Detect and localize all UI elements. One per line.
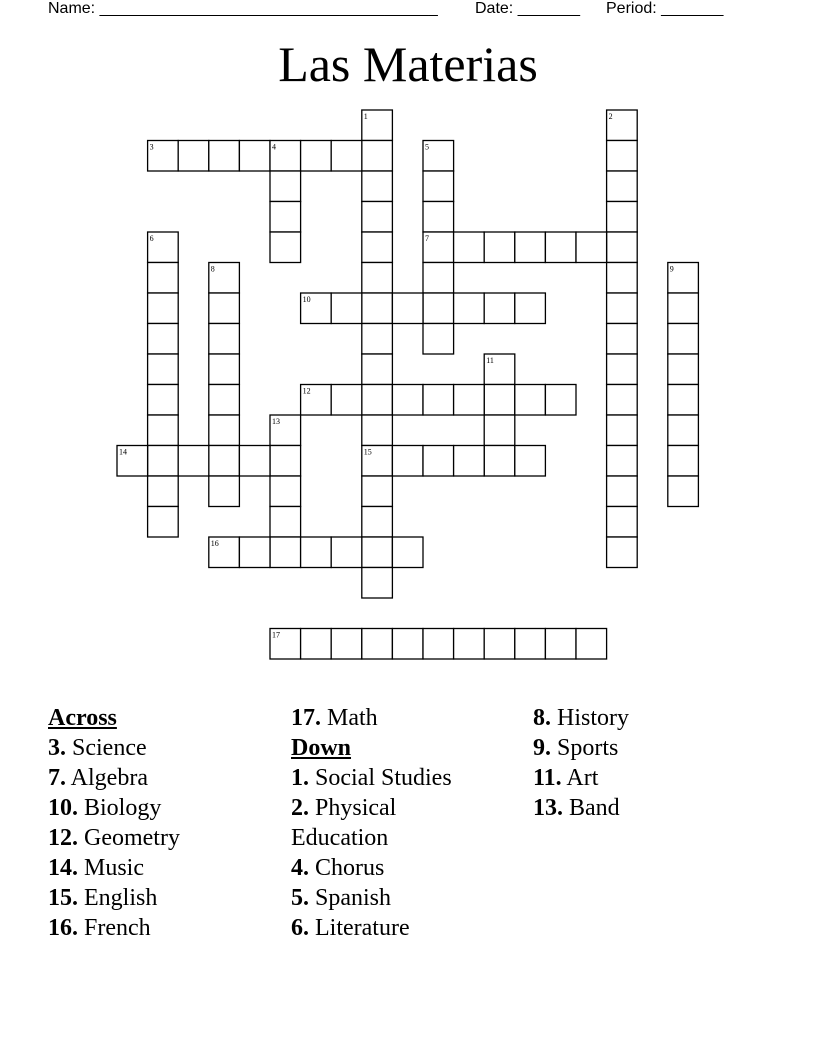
crossword-cell[interactable] xyxy=(576,629,607,660)
crossword-cell[interactable] xyxy=(515,293,546,324)
crossword-cell[interactable] xyxy=(392,446,423,477)
crossword-cell[interactable] xyxy=(668,415,699,446)
crossword-cell[interactable] xyxy=(209,354,240,385)
crossword-cell[interactable] xyxy=(301,141,332,172)
crossword-cell[interactable] xyxy=(331,629,362,660)
crossword-cell[interactable] xyxy=(331,537,362,568)
crossword-cell[interactable] xyxy=(423,446,454,477)
crossword-cell[interactable] xyxy=(270,202,301,233)
crossword-cell[interactable] xyxy=(362,629,393,660)
crossword-cell[interactable] xyxy=(515,629,546,660)
crossword-cell[interactable] xyxy=(148,354,179,385)
clue-item-continuation: Education xyxy=(291,825,389,851)
crossword-cell[interactable] xyxy=(454,385,485,416)
crossword-cell[interactable] xyxy=(607,171,638,202)
crossword-cell[interactable] xyxy=(607,385,638,416)
clue-item: 12. Geometry xyxy=(48,825,180,851)
crossword-cell[interactable] xyxy=(362,171,393,202)
crossword-cell[interactable] xyxy=(607,324,638,355)
crossword-cell[interactable] xyxy=(148,324,179,355)
clue-item: 15. English xyxy=(48,885,158,911)
clue-item: 4. Chorus xyxy=(291,855,385,881)
crossword-cell[interactable] xyxy=(178,141,209,172)
clue-list xyxy=(0,703,816,1003)
crossword-cell[interactable] xyxy=(239,446,270,477)
crossword-cell[interactable] xyxy=(423,293,454,324)
clue-item: 5. Spanish xyxy=(291,885,392,911)
crossword-cell[interactable] xyxy=(515,446,546,477)
cell-number: 15 xyxy=(363,447,372,457)
date-field[interactable]: Date: _______ xyxy=(475,0,580,17)
crossword-cell[interactable] xyxy=(607,202,638,233)
crossword-cell[interactable] xyxy=(607,293,638,324)
crossword-cell[interactable] xyxy=(668,354,699,385)
crossword-cell[interactable] xyxy=(301,537,332,568)
cell-number: 3 xyxy=(149,142,154,152)
crossword-cell[interactable] xyxy=(607,141,638,172)
crossword-cell[interactable] xyxy=(607,415,638,446)
crossword-cell[interactable] xyxy=(484,232,515,263)
name-field[interactable]: Name: ______________________________________ xyxy=(48,0,438,17)
crossword-cell[interactable] xyxy=(423,202,454,233)
crossword-cell[interactable] xyxy=(270,476,301,507)
crossword-cell[interactable] xyxy=(362,324,393,355)
crossword-cell[interactable] xyxy=(484,293,515,324)
crossword-cell[interactable] xyxy=(607,263,638,294)
period-field[interactable]: Period: _______ xyxy=(606,0,724,17)
crossword-cell[interactable] xyxy=(392,293,423,324)
crossword-cell[interactable] xyxy=(362,385,393,416)
crossword-cell[interactable] xyxy=(209,415,240,446)
cell-number: 6 xyxy=(149,234,154,243)
crossword-cell[interactable] xyxy=(270,232,301,263)
crossword-cell[interactable] xyxy=(607,354,638,385)
clue-item: 7. Algebra xyxy=(48,765,148,791)
crossword-cell[interactable] xyxy=(607,537,638,568)
clue-item: 13. Band xyxy=(533,795,620,821)
clue-item: 16. French xyxy=(48,915,151,941)
clue-item: 10. Biology xyxy=(48,795,162,821)
crossword-cell[interactable] xyxy=(515,385,546,416)
crossword-cell[interactable] xyxy=(362,415,393,446)
crossword-cell[interactable] xyxy=(362,476,393,507)
crossword-cell[interactable] xyxy=(270,537,301,568)
crossword-cell[interactable] xyxy=(270,507,301,538)
clue-item: 3. Science xyxy=(48,735,147,761)
down-heading: Down xyxy=(291,735,352,761)
clue-item: 1. Social Studies xyxy=(291,765,452,791)
cell-number: 5 xyxy=(425,142,429,152)
crossword-cell[interactable] xyxy=(607,446,638,477)
crossword-cell[interactable] xyxy=(392,537,423,568)
cell-number: 7 xyxy=(425,234,429,243)
crossword-cell[interactable] xyxy=(392,629,423,660)
crossword-cell[interactable] xyxy=(209,141,240,172)
crossword-cell[interactable] xyxy=(270,446,301,477)
clue-item: 11. Art xyxy=(533,765,599,791)
crossword-cell[interactable] xyxy=(301,629,332,660)
crossword-cell[interactable] xyxy=(209,324,240,355)
crossword-cell[interactable] xyxy=(545,629,576,660)
crossword-cell[interactable] xyxy=(178,446,209,477)
crossword-cell[interactable] xyxy=(148,507,179,538)
crossword-cell[interactable] xyxy=(209,476,240,507)
cell-number: 17 xyxy=(272,630,280,640)
crossword-cell[interactable] xyxy=(148,293,179,324)
across-heading: Across xyxy=(48,705,117,731)
crossword-cell[interactable] xyxy=(148,476,179,507)
crossword-cell[interactable] xyxy=(484,629,515,660)
crossword-cell[interactable] xyxy=(209,446,240,477)
crossword-cell[interactable] xyxy=(423,263,454,294)
crossword-cell[interactable] xyxy=(484,415,515,446)
crossword-cell[interactable] xyxy=(362,263,393,294)
clue-item: 2. Physical xyxy=(291,795,397,821)
crossword-cell[interactable] xyxy=(209,385,240,416)
crossword-cell[interactable] xyxy=(423,385,454,416)
cell-number: 16 xyxy=(210,539,219,548)
crossword-cell[interactable] xyxy=(362,568,393,599)
crossword-cell[interactable] xyxy=(148,385,179,416)
crossword-cell[interactable] xyxy=(607,476,638,507)
crossword-cell[interactable] xyxy=(515,232,546,263)
cell-number: 8 xyxy=(210,264,215,274)
crossword-cell[interactable] xyxy=(454,446,485,477)
crossword-cell[interactable] xyxy=(362,202,393,233)
crossword-cell[interactable] xyxy=(423,171,454,202)
cell-number: 9 xyxy=(669,264,674,274)
crossword-cell[interactable] xyxy=(209,293,240,324)
crossword-cell[interactable] xyxy=(362,537,393,568)
crossword-cell[interactable] xyxy=(607,507,638,538)
crossword-cell[interactable] xyxy=(668,324,699,355)
clue-item: 14. Music xyxy=(48,855,144,881)
cell-number: 13 xyxy=(272,417,280,426)
crossword-cell[interactable] xyxy=(331,293,362,324)
crossword-cell[interactable] xyxy=(607,232,638,263)
cell-number: 4 xyxy=(272,142,276,152)
crossword-cell[interactable] xyxy=(362,293,393,324)
crossword-cell[interactable] xyxy=(331,141,362,172)
crossword-cell[interactable] xyxy=(362,354,393,385)
clue-item: 8. History xyxy=(533,705,629,731)
crossword-cell[interactable] xyxy=(668,476,699,507)
crossword-cell[interactable] xyxy=(545,385,576,416)
crossword-cell[interactable] xyxy=(362,507,393,538)
clue-column-2 xyxy=(291,703,531,943)
crossword-cell[interactable] xyxy=(270,171,301,202)
crossword-cell[interactable] xyxy=(668,293,699,324)
crossword-cell[interactable] xyxy=(454,629,485,660)
crossword-cell[interactable] xyxy=(148,263,179,294)
crossword-cell[interactable] xyxy=(454,293,485,324)
clue-item: 17. Math xyxy=(291,705,378,731)
crossword-cell[interactable] xyxy=(484,446,515,477)
crossword-cell[interactable] xyxy=(668,385,699,416)
crossword-cell[interactable] xyxy=(423,629,454,660)
cell-number: 2 xyxy=(608,112,613,121)
cell-number: 1 xyxy=(363,112,368,121)
crossword-cell[interactable] xyxy=(545,232,576,263)
clue-column-3 xyxy=(533,703,773,823)
crossword-cell[interactable] xyxy=(362,232,393,263)
crossword-cell[interactable] xyxy=(392,385,423,416)
clue-item: 9. Sports xyxy=(533,735,619,761)
cell-number: 10 xyxy=(302,295,311,304)
crossword-cell[interactable] xyxy=(239,537,270,568)
crossword-cell[interactable] xyxy=(423,324,454,355)
cell-number: 14 xyxy=(119,447,127,457)
page-title: Las Materias xyxy=(278,36,538,92)
crossword-cell[interactable] xyxy=(576,232,607,263)
crossword-cell[interactable] xyxy=(454,232,485,263)
clue-column-1 xyxy=(48,703,288,943)
cell-number: 11 xyxy=(486,356,494,365)
crossword-cell[interactable] xyxy=(148,446,179,477)
crossword-cell[interactable] xyxy=(148,415,179,446)
clue-item: 6. Literature xyxy=(291,915,410,941)
crossword-cell[interactable] xyxy=(331,385,362,416)
crossword-cell[interactable] xyxy=(484,385,515,416)
cell-number: 12 xyxy=(302,386,311,396)
crossword-cell[interactable] xyxy=(362,141,393,172)
crossword-cell[interactable] xyxy=(668,446,699,477)
crossword-cell[interactable] xyxy=(239,141,270,172)
